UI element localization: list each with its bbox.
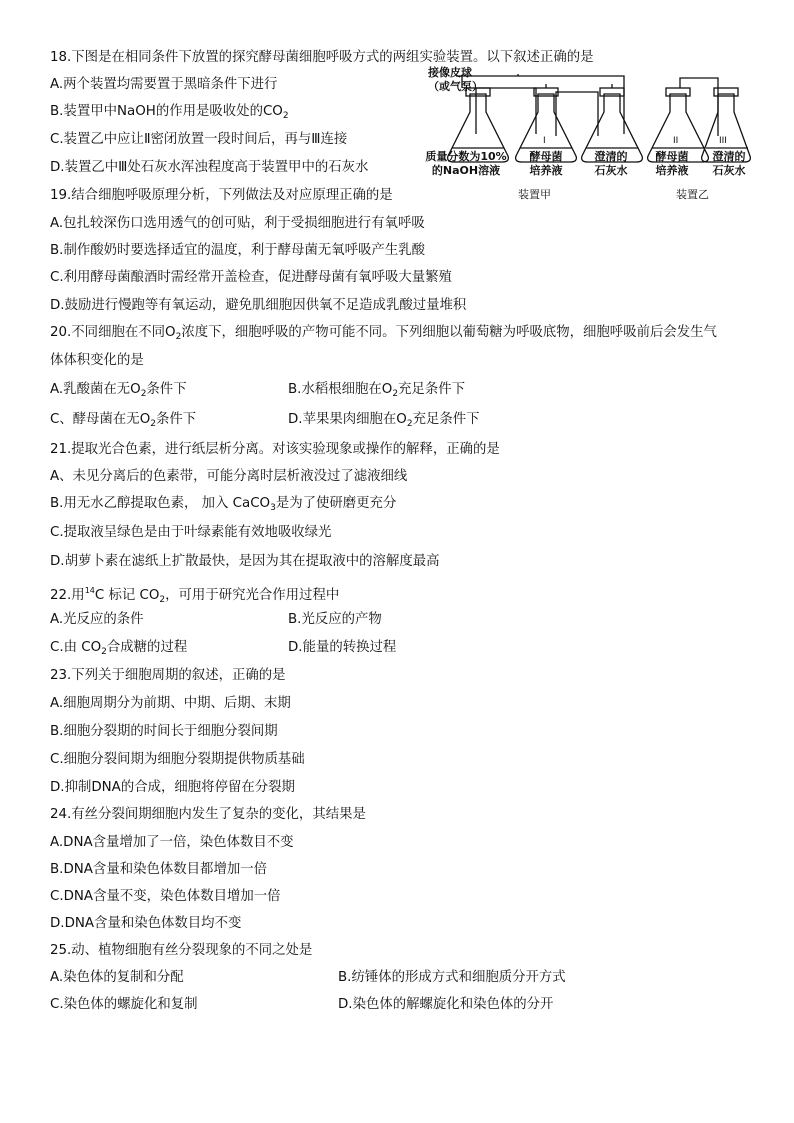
limewater-label-jia: 澄清的 石灰水: [594, 150, 628, 177]
q23-option-d: D.抑制DNA的合成，细胞将停留在分裂期: [50, 780, 295, 795]
q18-option-d: D.装置乙中Ⅲ处石灰水浑浊程度高于装置甲中的石灰水: [50, 160, 369, 175]
q25-stem: 25.动、植物细胞有丝分裂现象的不同之处是: [50, 943, 313, 958]
q24-stem: 24.有丝分裂间期细胞内发生了复杂的变化，其结果是: [50, 807, 366, 822]
q22-option-d: D.能量的转换过程: [288, 640, 397, 655]
q24-option-a: A.DNA含量增加了一倍，染色体数目不变: [50, 835, 294, 850]
q20-option-a: A.乳酸菌在无$O_2$条件下: [50, 382, 187, 399]
q23-option-b: B.细胞分裂期的时间长于细胞分裂间期: [50, 724, 278, 739]
q20-stem-continued: 体体积变化的是: [50, 353, 144, 368]
q24-option-d: D.DNA含量和染色体数目均不变: [50, 916, 242, 931]
q18-option-c: C.装置乙中应让Ⅱ密闭放置一段时间后，再与Ⅲ连接: [50, 132, 348, 147]
q21-option-b: B.用无水乙醇提取色素， 加入 CaCO$_3$是为了使研磨更充分: [50, 496, 397, 513]
q19-option-a: A.包扎较深伤口选用透气的创可贴，利于受损细胞进行有氧呼吸: [50, 216, 425, 231]
q24-option-b: B.DNA含量和染色体数目都增加一倍: [50, 862, 268, 877]
q20-stem: 20.不同细胞在不同$O_2$浓度下，细胞呼吸的产物可能不同。下列细胞以葡萄糖为呼吸底物，细胞呼吸前后会发生气: [50, 325, 717, 342]
limewater-label-yi: 澄清的 石灰水: [712, 150, 746, 177]
q22-stem: 22.用$^{14}$C 标记 $CO_2$，可用于研究光合作用过程中: [50, 586, 340, 605]
caption-device-yi: 装置乙: [676, 188, 709, 201]
q19-option-c: C.利用酵母菌酿酒时需经常开盖检查，促进酵母菌有氧呼吸大量繁殖: [50, 270, 452, 285]
flask-label-iii: III: [719, 136, 727, 146]
q21-option-a: A、未见分离后的色素带，可能分离时层析液没过了滤液细线: [50, 469, 408, 484]
q23-stem: 23.下列关于细胞周期的叙述，正确的是: [50, 668, 286, 683]
q18-stem: 18.下图是在相同条件下放置的探究酵母菌细胞呼吸方式的两组实验装置。以下叙述正确的是: [50, 50, 594, 65]
q18-option-b: B.装置甲中NaOH的作用是吸收处的$CO_2$: [50, 104, 289, 121]
q21-stem: 21.提取光合色素，进行纸层析分离。对该实验现象或操作的解释，正确的是: [50, 442, 500, 457]
q25-option-c: C.染色体的螺旋化和复制: [50, 997, 198, 1012]
caption-device-jia: 装置甲: [518, 188, 551, 201]
q20-option-b: B.水稻根细胞在$O_2$充足条件下: [288, 382, 466, 399]
q25-option-b: B.纺锤体的形成方式和细胞质分开方式: [338, 970, 566, 985]
q22-option-c: C.由 $CO_2$合成糖的过程: [50, 640, 188, 657]
apparatus-figure: [418, 64, 758, 209]
q22-option-b: B.光反应的产物: [288, 612, 382, 627]
q19-stem: 19.结合细胞呼吸原理分析，下列做法及对应原理正确的是: [50, 188, 393, 203]
q20-option-c: C、酵母菌在无$O_2$条件下: [50, 412, 197, 429]
q23-option-c: C.细胞分裂间期为细胞分裂期提供物质基础: [50, 752, 305, 767]
q20-option-d: D.苹果果肉细胞在$O_2$充足条件下: [288, 412, 480, 429]
pump-label: 接像皮球 （或气泵）: [428, 66, 483, 93]
yeast-label-yi: 酵母菌 培养液: [655, 150, 689, 177]
q19-option-d: D.鼓励进行慢跑等有氧运动，避免肌细胞因供氧不足造成乳酸过量堆积: [50, 298, 467, 313]
flask-label-ii: II: [673, 136, 679, 146]
flask-label-i: I: [543, 136, 546, 146]
q22-option-a: A.光反应的条件: [50, 612, 144, 627]
q24-option-c: C.DNA含量不变，染色体数目增加一倍: [50, 889, 281, 904]
q23-option-a: A.细胞周期分为前期、中期、后期、末期: [50, 696, 291, 711]
q19-option-b: B.制作酸奶时要选择适宜的温度，利于酵母菌无氧呼吸产生乳酸: [50, 243, 425, 258]
q25-option-a: A.染色体的复制和分配: [50, 970, 184, 985]
yeast-label-jia: 酵母菌 培养液: [529, 150, 563, 177]
q18-option-a: A.两个装置均需要置于黑暗条件下进行: [50, 77, 278, 92]
naoh-label: 质量分数为10% 的NaOH溶液: [425, 150, 507, 177]
q25-option-d: D.染色体的解螺旋化和染色体的分开: [338, 997, 554, 1012]
q21-option-d: D.胡萝卜素在滤纸上扩散最快，是因为其在提取液中的溶解度最高: [50, 554, 440, 569]
q21-option-c: C.提取液呈绿色是由于叶绿素能有效地吸收绿光: [50, 525, 332, 540]
